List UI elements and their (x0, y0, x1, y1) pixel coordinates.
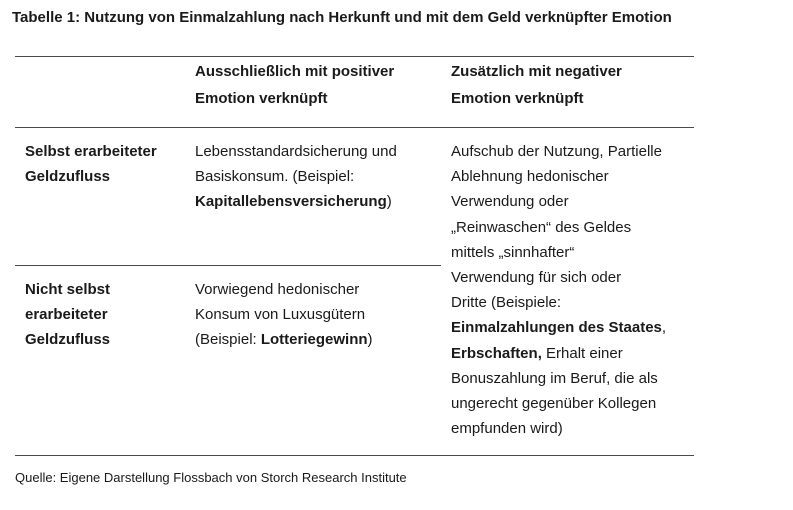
bold-example: Lotteriegewinn (260, 331, 368, 349)
bold-example: Erbschaften, (451, 344, 542, 362)
cell-not-self-earned-positive: Vorwiegend hedonischer Konsum von Luxusgütern (Beispiel: Lotteriegewinn) (195, 281, 373, 349)
header-rule (15, 127, 694, 128)
bold-example: Kapitallebensversicherung (195, 193, 387, 211)
cell-self-earned-positive: Lebensstandardsicherung und Basiskonsum. (Beispiel: Kapitallebensversicherung) (195, 143, 397, 211)
bottom-rule (15, 455, 694, 456)
column-header-positive: Ausschließlich mit positiver Emotion verknüpft (195, 63, 395, 107)
row-header-not-self-earned: Nicht selbst erarbeiteter Geldzufluss (25, 281, 111, 349)
column-header-negative: Zusätzlich mit negativer Emotion verknüpft (451, 63, 622, 107)
row-header-self-earned: Selbst erarbeiteter Geldzufluss (25, 143, 157, 186)
row-divider-rule (15, 265, 441, 266)
cell-negative-merged: Aufschub der Nutzung, Partielle Ablehnung hedonischer Verwendung oder „Reinwaschen“ des Geldes mittels „sinnhafter“ Verwendung für sich oder Dritte (Beispiele: Einmalzahlungen des Staates, Erbschaften, Erhalt einer Bonuszahlung im Beruf, die als ungerecht gegenüber Kollegen empfunden wird) (451, 143, 667, 438)
source-note: Quelle: Eigene Darstellung Flossbach von Storch Research Institute (15, 470, 407, 485)
table-title: Tabelle 1: Nutzung von Einmalzahlung nach Herkunft und mit dem Geld verknüpfter Emotion (12, 9, 672, 26)
top-rule (15, 56, 694, 57)
bold-example: Einmalzahlungen des Staates (451, 319, 662, 337)
